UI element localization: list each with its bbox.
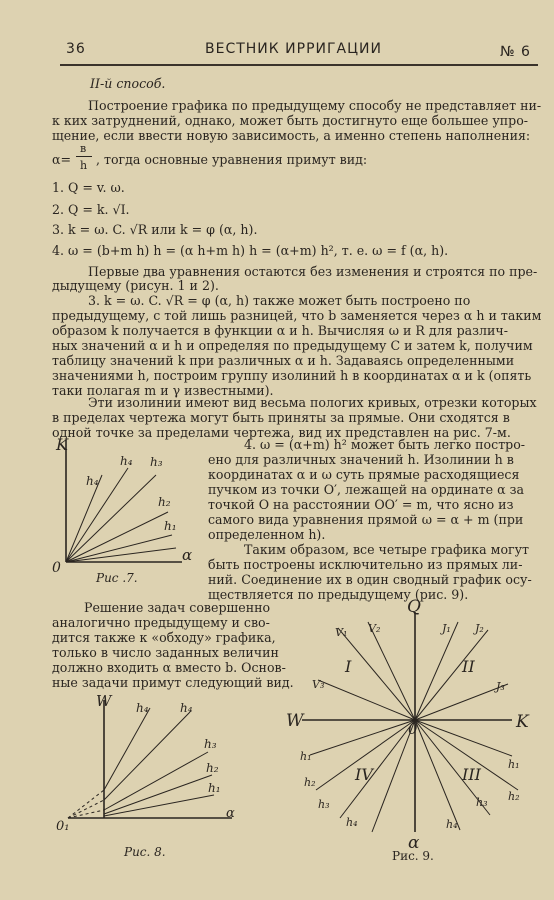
alpha-numerator: в <box>80 142 87 155</box>
fig9-quadrant-1: I <box>345 657 352 676</box>
fig9-ray-2 <box>368 622 415 720</box>
para1-line-2: дыдущему (рисун. 1 и 2). <box>52 278 219 293</box>
intro-line-3: щение, если ввести новую зависимость, а именно степень наполнения: <box>52 128 531 143</box>
fig8-x-label: α <box>226 806 235 821</box>
fig7-x-label: α <box>182 546 193 564</box>
para4-line-4: пучком из точки O′, лежащей на ординате α за <box>208 482 524 497</box>
fig9-ray-label-1: V₁ <box>335 626 348 639</box>
fig9-ray-label-13: h₃ <box>318 798 330 811</box>
para2-line-3: образом k получается в функции α и h. Вычисляя ω и R для различ- <box>52 323 509 338</box>
fig9-quadrant-2: II <box>462 657 475 676</box>
intro-line-2: к ких затруднений, однако, может быть достигнуто еще большее упро- <box>52 113 529 128</box>
fig9-quadrant-3: III <box>462 765 481 784</box>
fig7-h-label-4: h₂ <box>158 495 171 509</box>
fig9-ray-label-2: V₂ <box>368 622 381 635</box>
fig9-quadrant-4: IV <box>355 765 373 784</box>
fig7-h-label-1: h₄ <box>86 474 99 488</box>
fig9-ray-label-9: h₃ <box>476 796 488 809</box>
fig7-caption: Рис .7. <box>96 571 138 585</box>
alpha-tail: , тогда основные уравнения примут вид: <box>96 152 368 167</box>
issue-number: № 6 <box>500 44 531 60</box>
fig9-ray-label-4: J₁ <box>442 622 451 635</box>
section-heading: II-й способ. <box>90 76 166 91</box>
para5-line-1: Таким образом, все четыре графика могут <box>244 542 530 557</box>
fig9-caption: Рис. 9. <box>392 849 434 863</box>
para6-line-5: должно входить α вместо b. Основ- <box>52 660 286 675</box>
fig9-right-label: K <box>516 712 529 732</box>
para6-line-6: ные задачи примут следующий вид. <box>52 675 294 690</box>
para5-line-3: ний. Соединение их в один сводный график осу- <box>208 572 532 587</box>
fig8-h-label-5: h₁ <box>208 781 221 795</box>
para4-line-1: 4. ω = (α+m) h² может быть легко постро- <box>244 437 526 452</box>
fig8-h-label-2: h₄ <box>180 701 193 715</box>
equation-4: 4. ω = (b+m h) h = (α h+m h) h = (α+m) h², т. е. ω = f (α, h). <box>52 243 449 258</box>
fig9-ray-label-7: h₁ <box>508 758 520 771</box>
para5-line-4: ществляется по предыдущему (рис. 9). <box>208 587 469 602</box>
para4-line-7: определенном h). <box>208 527 326 542</box>
fig7-y-label: K <box>56 435 68 454</box>
equation-2: 2. Q = k. √I. <box>52 202 130 217</box>
fig9-ray-label-10: h₄ <box>446 818 458 831</box>
alpha-denominator: h <box>80 159 88 172</box>
para2-line-6: значениями h, построим группу изолиний h в координатах α и k (опять <box>52 368 532 383</box>
fig7-h-label-2: h₄ <box>120 454 133 468</box>
fig9-bottom-label: α <box>408 833 420 853</box>
equation-1: 1. Q = v. ω. <box>52 180 125 195</box>
fig9-ray-11 <box>310 720 415 755</box>
fig9-ray-label-5: J₂ <box>475 622 484 635</box>
fig8-h-label-4: h₂ <box>206 761 219 775</box>
para4-line-6: самого вида уравнения прямой ω = α + m (при <box>208 512 524 527</box>
para2-line-1: 3. k = ω. C. √R = φ (α, h) также может быть построено по <box>88 293 471 308</box>
fig7-origin: 0 <box>52 560 61 576</box>
equation-3: 3. k = ω. C. √R или k = φ (α, h). <box>52 222 258 237</box>
fig9-ray-4 <box>415 630 488 720</box>
para3-line-1: Эти изолинии имеют вид весьма пологих кривых, отрезки которых <box>88 395 537 410</box>
fig9-top-label: Q <box>407 597 421 617</box>
fig9-ray-label-3: V₃ <box>312 678 325 691</box>
fig9-ray-10 <box>415 720 460 830</box>
fig9-ray-label-11: h₁ <box>300 750 312 763</box>
fig9-ray-5 <box>415 622 458 720</box>
para2-line-4: ных значений α и h и определяя по предыдущему C и затем k, получим <box>52 338 533 353</box>
intro-line-1: Построение графика по предыдущему способу не представляет ни- <box>88 98 542 113</box>
para3-line-3: одной точке за пределами чертежа, вид их представлен на рис. 7-м. <box>52 425 511 440</box>
para2-line-2: предыдущему, с той лишь разницей, что b заменяется через α h и таким <box>52 308 542 323</box>
fig9-center-label: 0 <box>408 720 418 738</box>
fig9-left-label: W <box>286 711 304 731</box>
para6-line-2: аналогично предыдущему и сво- <box>52 615 270 630</box>
fig9-ray-label-14: h₄ <box>346 816 358 829</box>
fig9-ray-label-12: h₂ <box>304 776 316 789</box>
para2-line-5: таблицу значений k при различных α и h. Задаваясь определенными <box>52 353 515 368</box>
fig8-origin: 0₁ <box>56 819 70 834</box>
fig9-ray-label-8: h₂ <box>508 790 520 803</box>
journal-title: ВЕСТНИК ИРРИГАЦИИ <box>205 41 382 57</box>
fig9-ray-3 <box>318 680 415 720</box>
fig8-h-label-1: h₄ <box>136 701 149 715</box>
fig9-ray-13 <box>340 720 415 818</box>
para6-line-1: Решение задач совершенно <box>84 600 271 615</box>
para4-line-5: точкой O на расстоянии OO′ = m, что ясно из <box>208 497 514 512</box>
para2-line-7: таки полагая m и γ известными). <box>52 383 274 398</box>
page-number: 36 <box>66 41 86 57</box>
fig8-h-label-3: h₃ <box>204 737 217 751</box>
para1-line-1: Первые два уравнения остаются без изменения и строятся по пре- <box>88 264 538 279</box>
fig8-y-label: W <box>96 692 112 710</box>
para3-line-2: в пределах чертежа могут быть приняты за прямые. Они сходятся в <box>52 410 510 425</box>
para4-line-3: координатах α и ω суть прямые расходящиеся <box>208 467 520 482</box>
para6-line-3: дится также к «обходу» графика, <box>52 630 276 645</box>
fig7-h-label-3: h₃ <box>150 455 163 469</box>
fig8-caption: Рис. 8. <box>124 845 166 859</box>
para4-line-2: ено для различных значений h. Изолинии h в <box>208 452 514 467</box>
alpha-lhs: α= <box>52 152 72 167</box>
para6-line-4: только в число заданных величин <box>52 645 279 660</box>
para5-line-2: быть построены исключительно из прямых ли- <box>208 557 523 572</box>
fig9-ray-label-6: J₃ <box>496 680 505 693</box>
fig7-h-label-5: h₁ <box>164 519 177 533</box>
